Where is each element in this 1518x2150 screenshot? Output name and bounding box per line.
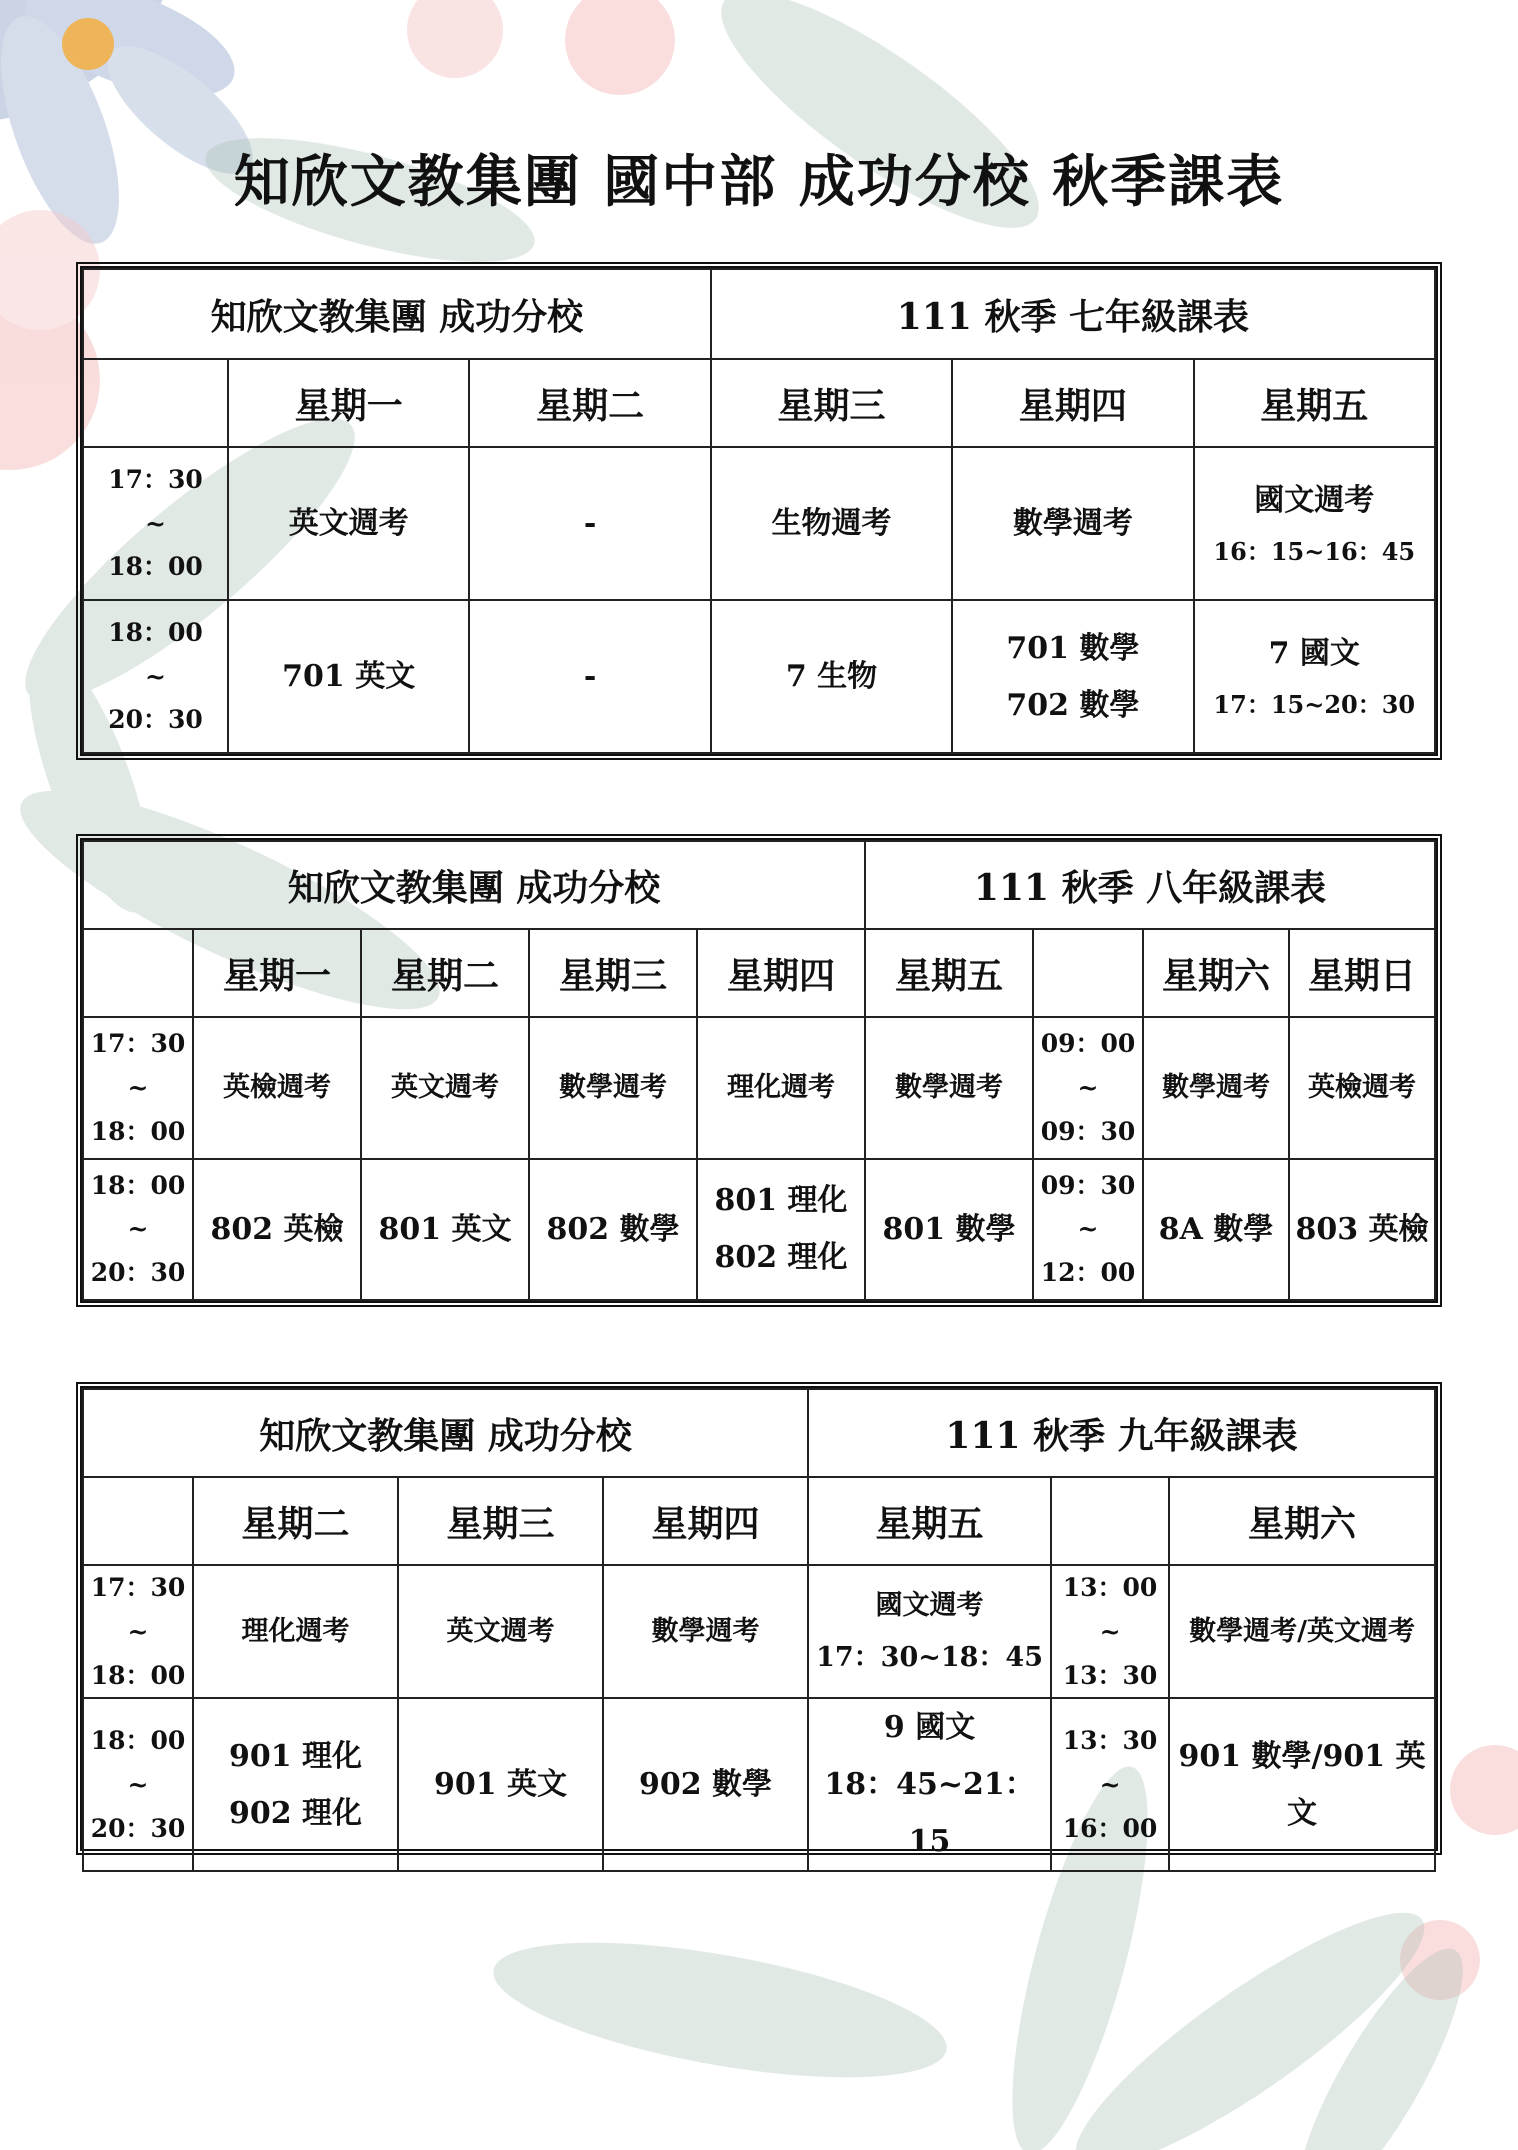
class-cell: 8A 數學 [1143, 1159, 1289, 1301]
class-cell: - [469, 447, 710, 600]
leaf [484, 1916, 956, 2104]
class-cell: 英檢週考 [1289, 1017, 1435, 1159]
day-header: 星期五 [808, 1477, 1051, 1565]
class-cell: 國文週考 16：15~16：45 [1194, 447, 1435, 600]
day-header: 星期四 [697, 929, 865, 1017]
time-slot: 18：00 ~ 20：30 [83, 1159, 193, 1301]
grade9-schedule-table [76, 1382, 1442, 1860]
class-cell: 數學週考 [603, 1565, 808, 1698]
class-cell: 英文週考 [228, 447, 469, 600]
schedule-title: 111 秋季 七年級課表 [711, 269, 1435, 359]
day-header: 星期六 [1169, 1477, 1435, 1565]
day-header: 星期日 [1289, 929, 1435, 1017]
corner-cell [83, 929, 193, 1017]
day-header: 星期一 [193, 929, 361, 1017]
pink-bud [407, 0, 503, 78]
school-name: 知欣文教集團 成功分校 [83, 1389, 808, 1477]
weekend-time-slot: 09：00 ~ 09：30 [1033, 1017, 1143, 1159]
pink-bud [565, 0, 675, 95]
class-cell: 701 英文 [228, 600, 469, 753]
class-cell: 7 生物 [711, 600, 952, 753]
day-header: 星期三 [711, 359, 952, 447]
class-cell: 數學週考 [865, 1017, 1033, 1159]
class-cell: 數學週考 [952, 447, 1193, 600]
class-cell: 理化週考 [697, 1017, 865, 1159]
class-cell: 數學週考 [1143, 1017, 1289, 1159]
class-cell: 801 數學 [865, 1159, 1033, 1301]
school-name: 知欣文教集團 成功分校 [83, 269, 711, 359]
class-cell: 生物週考 [711, 447, 952, 600]
class-cell: 英文週考 [361, 1017, 529, 1159]
grade8-schedule-table [76, 834, 1442, 1307]
day-header: 星期六 [1143, 929, 1289, 1017]
schedule-title: 111 秋季 九年級課表 [808, 1389, 1435, 1477]
class-cell: 901 數學/901 英 文 [1169, 1698, 1435, 1871]
day-header: 星期三 [398, 1477, 603, 1565]
day-header: 星期四 [952, 359, 1193, 447]
school-name: 知欣文教集團 成功分校 [83, 841, 865, 929]
class-cell: 801 英文 [361, 1159, 529, 1301]
day-header: 星期四 [603, 1477, 808, 1565]
class-cell: 理化週考 [193, 1565, 398, 1698]
day-header: 星期二 [193, 1477, 398, 1565]
class-cell: 數學週考/英文週考 [1169, 1565, 1435, 1698]
time-slot: 18：00 ~ 20：30 [83, 600, 228, 753]
class-cell: 數學週考 [529, 1017, 697, 1159]
pink-bud [1450, 1745, 1518, 1835]
class-cell: - [469, 600, 710, 753]
weekend-time-slot: 09：30 ~ 12：00 [1033, 1159, 1143, 1301]
time-slot: 18：00 ~ 20：30 [83, 1698, 193, 1871]
flower-center [62, 18, 114, 70]
weekend-corner-cell [1051, 1477, 1169, 1565]
class-cell: 803 英檢 [1289, 1159, 1435, 1301]
grade7-schedule-table [76, 262, 1442, 760]
weekend-corner-cell [1033, 929, 1143, 1017]
weekend-time-slot: 13：00 ~ 13：30 [1051, 1565, 1169, 1698]
time-slot: 17：30 ~ 18：00 [83, 1565, 193, 1698]
class-cell: 802 數學 [529, 1159, 697, 1301]
time-slot: 17：30 ~ 18：00 [83, 447, 228, 600]
class-cell: 701 數學 702 數學 [952, 600, 1193, 753]
class-cell: 901 英文 [398, 1698, 603, 1871]
day-header: 星期三 [529, 929, 697, 1017]
day-header: 星期五 [1194, 359, 1435, 447]
page-title: 知欣文教集團 國中部 成功分校 秋季課表 [233, 149, 1285, 215]
class-cell: 902 數學 [603, 1698, 808, 1871]
time-slot: 17：30 ~ 18：00 [83, 1017, 193, 1159]
schedule-title: 111 秋季 八年級課表 [865, 841, 1435, 929]
class-cell: 英檢週考 [193, 1017, 361, 1159]
leaf [693, 0, 1067, 264]
class-cell: 7 國文 17：15~20：30 [1194, 600, 1435, 753]
class-cell: 802 英檢 [193, 1159, 361, 1301]
day-header: 星期二 [469, 359, 710, 447]
class-cell: 9 國文 18：45~21：15 [808, 1698, 1051, 1871]
class-cell: 801 理化 802 理化 [697, 1159, 865, 1301]
day-header: 星期一 [228, 359, 469, 447]
class-cell: 901 理化 902 理化 [193, 1698, 398, 1871]
corner-cell [83, 1477, 193, 1565]
day-header: 星期二 [361, 929, 529, 1017]
class-cell: 國文週考 17：30~18：45 [808, 1565, 1051, 1698]
corner-cell [83, 359, 228, 447]
day-header: 星期五 [865, 929, 1033, 1017]
weekend-time-slot: 13：30 ~ 16：00 [1051, 1698, 1169, 1871]
class-cell: 英文週考 [398, 1565, 603, 1698]
